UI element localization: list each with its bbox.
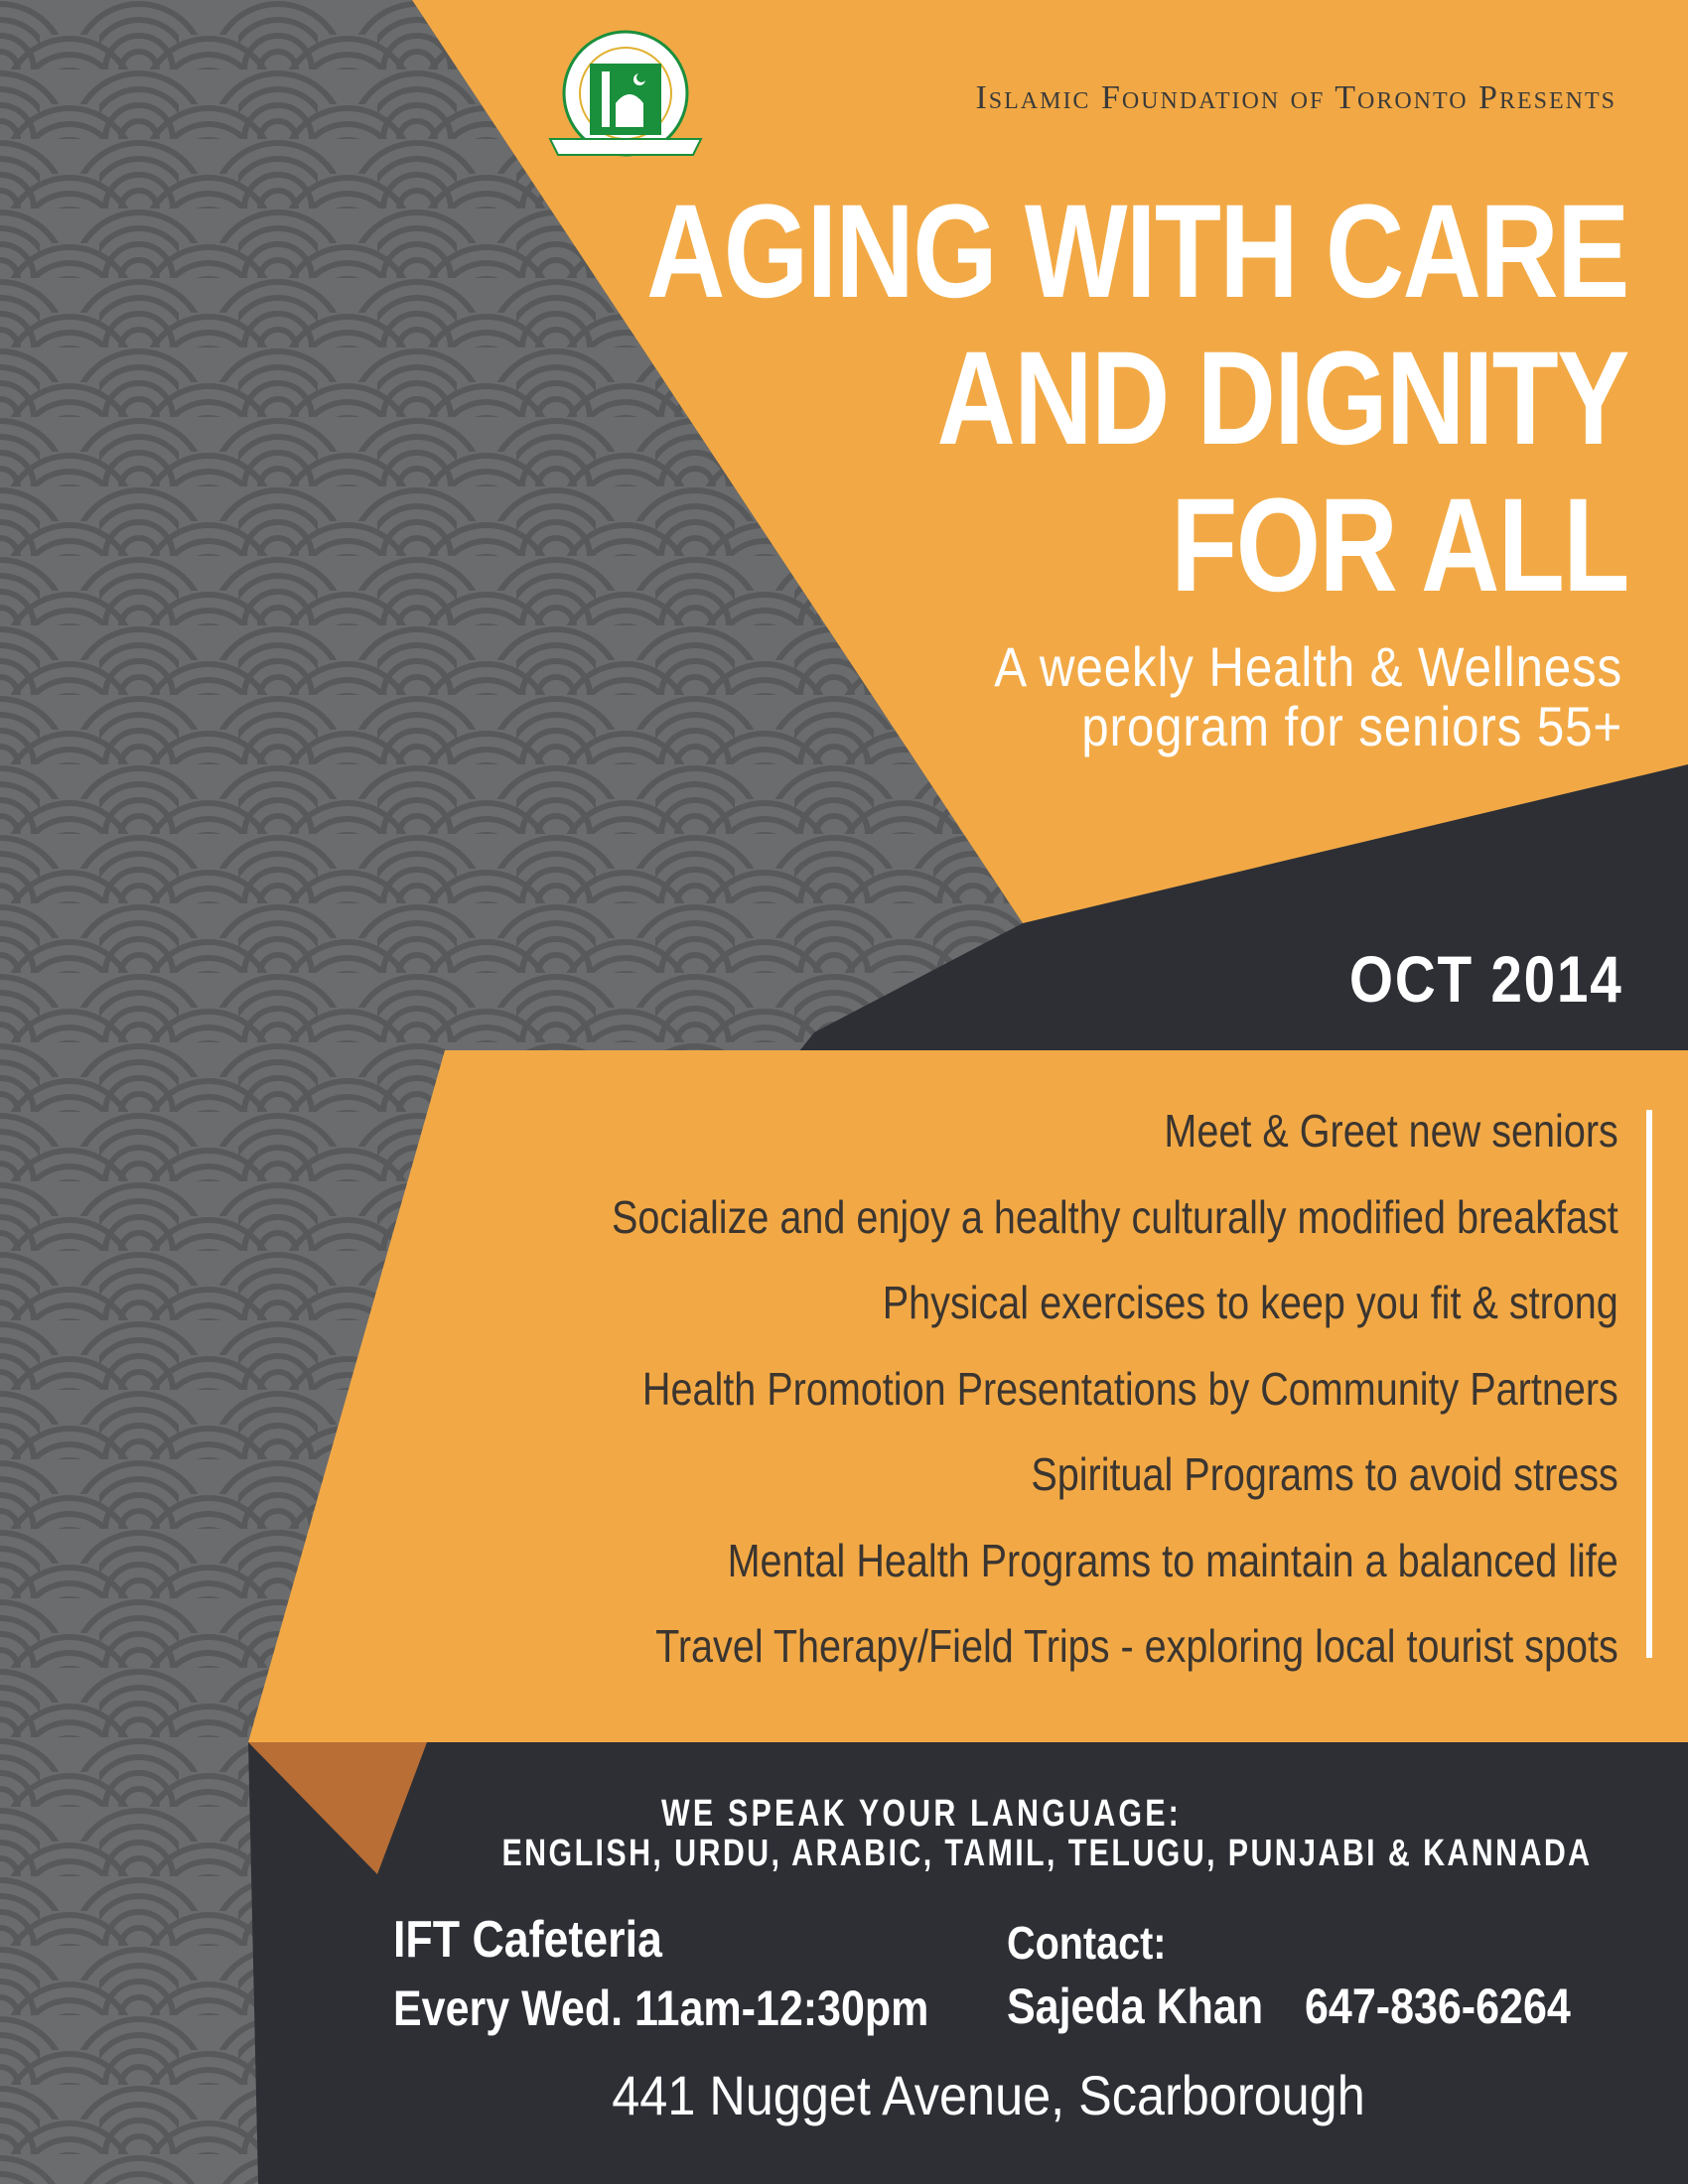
page-title [646,179,1628,619]
feature-item: Socialize and enjoy a healthy culturally modified breakfast [612,1190,1618,1243]
title-line-2: AND DIGNITY [936,325,1628,473]
event-date: OCT 2014 [1348,942,1622,1016]
feature-item: Mental Health Programs to maintain a balanced life [727,1534,1618,1586]
feature-item: Travel Therapy/Field Trips - exploring local tourist spots [655,1620,1618,1672]
feature-item: Spiritual Programs to avoid stress [1031,1448,1618,1500]
features-list [448,1088,1618,1690]
subtitle-line-1: A weekly Health & Wellness [994,635,1622,698]
subtitle [994,637,1622,756]
venue-schedule: Every Wed. 11am-12:30pm [393,1980,929,2036]
languages-list: ENGLISH, URDU, ARABIC, TAMIL, TELUGU, PUNJABI & KANNADA [501,1833,1593,1874]
contact-phone: 647-836-6264 [1305,1979,1571,2034]
contact-label: Contact: [1007,1917,1167,1969]
title-line-1: AGING WITH CARE [646,178,1628,326]
presents-header: Islamic Foundation of Toronto Presents [975,79,1617,116]
features-accent-line [1646,1110,1652,1658]
venue-address: 441 Nugget Avenue, Scarborough [612,2064,1365,2126]
feature-item: Health Promotion Presentations by Community Partners [642,1362,1618,1415]
title-line-3: FOR ALL [1171,472,1628,619]
venue-name: IFT Cafeteria [393,1911,662,1969]
subtitle-line-2: program for seniors 55+ [1081,695,1622,757]
contact-name: Sajeda Khan [1007,1979,1264,2034]
languages-heading: WE SPEAK YOUR LANGUAGE: [660,1793,1182,1835]
mosque-emblem-icon [536,28,715,167]
feature-item: Meet & Greet new seniors [1164,1105,1618,1157]
feature-item: Physical exercises to keep you fit & strong [883,1277,1618,1328]
